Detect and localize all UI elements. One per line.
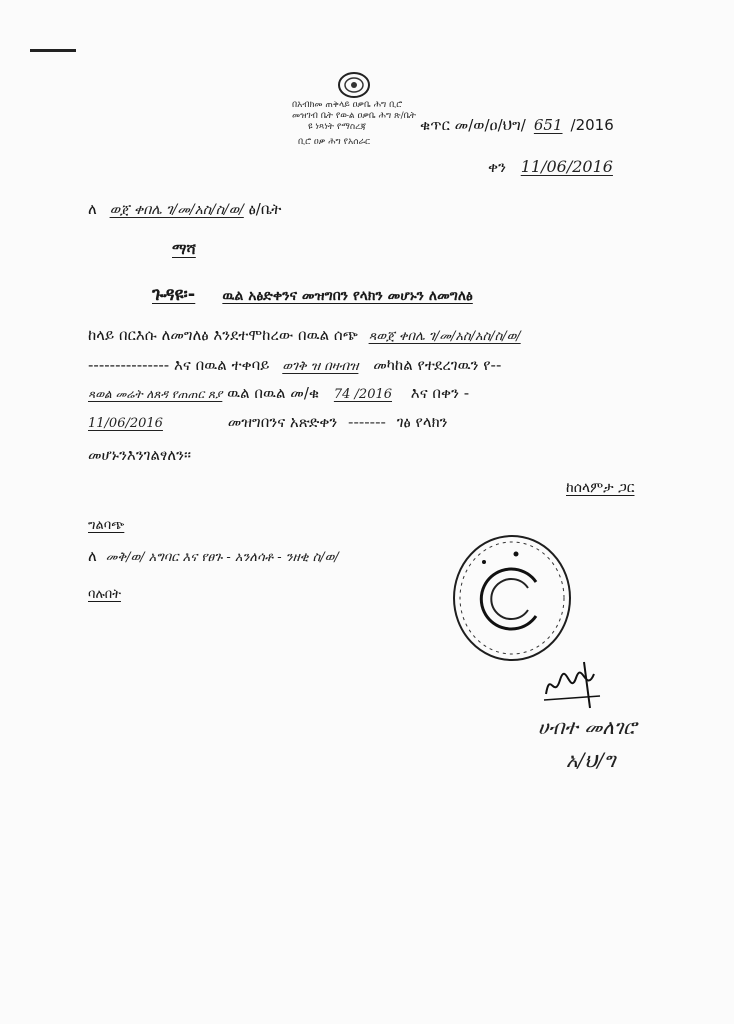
addressee — [88, 200, 281, 218]
body-hand-1: ጻወጀ ቀበሌ ገ/መ/አስ/አስ/ስ/ወ/ — [368, 329, 521, 344]
body-text-2: እና በዉል ተቀባይ — [173, 356, 270, 374]
body-hand-4: 11/06/2016 — [88, 416, 163, 431]
subject-label: ጉዳዩ፡- — [152, 284, 196, 305]
addressee-name: ወጀ ቀበሌ ገ/መ/አስ/ስ/ወ/ — [109, 202, 244, 218]
closing: ከሰላምታ ጋር — [566, 480, 635, 496]
body-text-5: መሆኑንእንገልፃለን፡፡ — [88, 446, 192, 464]
body-hand-3: ጻወል መሬት ለጸዳ የጠጠር ጸያ — [88, 387, 223, 401]
body-line-3 — [88, 384, 469, 402]
reference-number — [420, 116, 614, 134]
org-line-3: ዩ ነጻነት የማስረጃ — [308, 122, 367, 132]
org-line-2: መዝገብ ቤት የውል ዐቃቤ ሕግ ጽ/ቤት — [292, 111, 416, 121]
org-line-4: ቢሮ ዐቃ ሕግ የአሰራር — [298, 137, 371, 147]
addressee-suffix: ፅ/ቤት — [248, 200, 282, 218]
date-value: 11/06/2016 — [520, 157, 613, 176]
subject-text: ዉል አፅድቀንና መዝግበን የላክን መሆኑን ለመግለፅ — [222, 288, 473, 304]
ref-number-hand: 651 — [533, 116, 563, 134]
body-text-3b: እና በቀን - — [410, 384, 470, 402]
addressee-prefix: ለ — [88, 200, 97, 218]
body-hand-3b: 74 /2016 — [333, 387, 393, 402]
body-hand-2: ወገቅ ዝ በዛብዝ — [282, 359, 359, 374]
date-line — [488, 157, 613, 176]
subject-line — [152, 284, 473, 305]
location: ማሻ — [172, 240, 196, 258]
body-text-2b: መካከል የተደረገዉን የ-- — [373, 356, 502, 374]
cc-label: ግልባጭ — [88, 518, 125, 533]
body-text-4b: ገፅ የላክን — [396, 413, 448, 431]
body-text-1: ከላይ በርእሱ ለመግለፅ እንደተሞከረው በዉል ሰጭ — [88, 326, 358, 344]
official-seal-icon — [450, 532, 574, 664]
ref-label: ቁጥር መ/ወ/ዐ/ህግ/ — [420, 116, 526, 134]
emblem-icon — [336, 70, 372, 100]
body-dashes-2: --------------- — [88, 356, 170, 374]
date-label: ቀን — [488, 158, 506, 176]
ref-year: /2016 — [570, 116, 614, 134]
cc-sub-label: ባሉበት — [88, 587, 121, 602]
body-text-3: ዉል በዉል መ/ቁ — [227, 384, 320, 402]
body-blank-4: ------- — [348, 413, 386, 431]
signature-scribble — [540, 660, 606, 710]
body-line-4 — [88, 413, 448, 431]
body-line-5 — [88, 446, 191, 464]
cc-hand: መቅ/ወ/ አግባር እና የፀጉ - አንለሳቶ - ንዘቂ ስ/ወ/ — [105, 550, 339, 565]
org-line-1: በአብክመ ጠቅላይ ዐቃቤ ሕግ ቢሮ — [292, 100, 403, 110]
cc-prefix: ለ — [88, 547, 97, 565]
cc-line — [88, 547, 339, 565]
body-line-1 — [88, 326, 521, 344]
signatory-name: ሀብተ መለገሮ — [538, 715, 637, 739]
body-line-2 — [88, 356, 501, 374]
body-text-4: መዝግበንና አጽድቀን — [227, 413, 338, 431]
signatory-title: አ/ህ/ግ — [566, 748, 616, 772]
corner-mark — [30, 49, 76, 52]
